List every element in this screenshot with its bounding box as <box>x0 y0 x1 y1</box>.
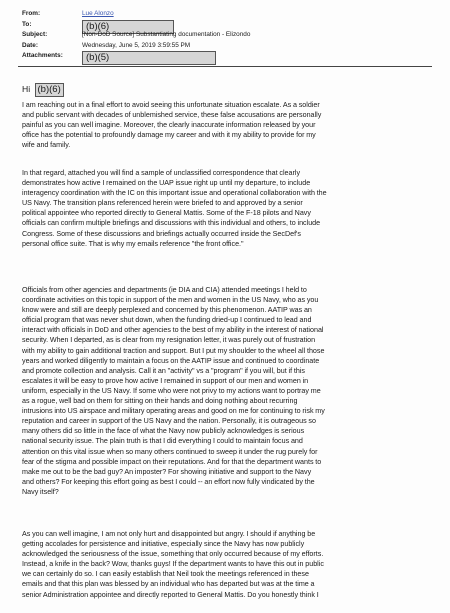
paragraph-line: many others did so little in the face of what the Navy now publicly acknowledges is serious <box>22 427 305 436</box>
paragraph-line: interagency coordination with the IC on this important issue and operational collaboration with the <box>22 189 327 198</box>
from-label: From: <box>22 10 41 17</box>
paragraph-line: intrusions into US airspace and military operating areas and good on me for continuing to risk my <box>22 407 325 416</box>
paragraph-line: getting accolades for persistence and initiative, especially since the Navy has now publicly <box>22 540 305 549</box>
from-value[interactable]: Lue Alonzo <box>82 10 114 17</box>
paragraph-line: and promote collection and analysis. Call it an "activity" vs a "program" if you will, but if this <box>22 366 305 375</box>
paragraph-line: wife and family. <box>22 141 71 150</box>
date-label: Date: <box>22 41 38 49</box>
paragraph-4 <box>22 529 432 600</box>
subject-value: [Non-DoD Source] Substantiating documentation - Elizondo <box>82 31 251 38</box>
paragraph-line: official program that was never shut down, when the funding dried-up I continued to lead and <box>22 316 312 325</box>
paragraph-line: Congress. Some of these discussions and briefings actually occurred inside the SecDef's <box>22 229 301 238</box>
paragraph-line: painful as you can well imagine. Moreover, the clearly inaccurate information released by your <box>22 121 316 130</box>
paragraph-line: uniform, especially in the US Navy. If some who were not privy to my actions want to portray me <box>22 386 321 395</box>
paragraph-line: know were and still are deeply perplexed and concerned by this phenomenon. AATIP was an <box>22 306 312 315</box>
greeting-text: Hi <box>22 84 31 94</box>
paragraph-line: office has the potential to profoundly damage my career and with it my ability to provide for my <box>22 131 316 140</box>
subject-label: Subject: <box>22 31 48 38</box>
paragraph-line: make me out to be the bad guy? An imposter? For showing initiative and support to the Navy <box>22 467 312 476</box>
paragraph-line: fear of the stigma and possible impact on their reputations. And for that the department wants to <box>22 457 322 466</box>
attachments-row <box>22 52 422 63</box>
paragraph-line: reputation and career in support of the US Navy and the nation. Personally, it is outrageous so <box>22 417 316 426</box>
paragraph-line: officials can confirm multiple briefings and discussions with this individual and others, to include <box>22 219 321 228</box>
email-header <box>22 10 422 63</box>
paragraph-line: US Navy. The transition plans referenced herein were briefed to and approved by a senior <box>22 199 303 208</box>
paragraph-line: personal office suite. That is why my emails reference "the front office." <box>22 239 244 248</box>
greeting-redaction-box: (b)(6) <box>35 83 64 97</box>
paragraph-line: senior Administration appointee and directly reported to General Mattis. Do you honestly think I <box>22 590 319 599</box>
paragraph-line: Navy itself? <box>22 487 59 496</box>
paragraph-line: In that regard, attached you will find a sample of unclassified correspondence that clearly <box>22 169 301 177</box>
paragraph-line: national security issue. The plain truth is that I did everything I could to maintain focus and <box>22 437 303 446</box>
paragraph-line: emails and that this plan was blessed by an individual who has departed but was at the time a <box>22 580 315 589</box>
paragraph-line: as a rogue, well bad on them for sitting on their hands and doing nothing about recurring <box>22 397 298 406</box>
paragraph-line: years and worked diligently to maintain a focus on the AATIP issue and continued to coordinate <box>22 356 320 365</box>
paragraph-line: Instead, a knife in the back? Wow, thanks guys! If the department wants to have this out in public <box>22 560 324 569</box>
paragraph-line: I am reaching out in a final effort to avoid seeing this unfortunate situation escalate. As a soldier <box>22 101 320 109</box>
attachments-redaction-box: (b)(5) <box>82 51 216 65</box>
paragraph-line: Officials from other agencies and departments (ie DIA and CIA) attended meetings I held to <box>22 286 307 294</box>
subject-row <box>22 31 422 42</box>
paragraph-line: and public servant with decades of unblemished service, these false accusations are personally <box>22 111 322 120</box>
attachments-label: Attachments: <box>22 52 63 59</box>
paragraph-line: political appointee who reported directly to General Mattis. Some of the F-18 pilots and Navy <box>22 209 311 218</box>
paragraph-line: we can certainly do so. I can easily establish that Neil took the meetings referenced in these <box>22 570 309 579</box>
paragraph-line: escalates it will be easy to prove how active I remained in support of our men and women in <box>22 376 309 385</box>
to-label: To: <box>22 20 32 28</box>
paragraph-line: coordinate activities on this topic in support of the men and women in the US Navy, who as you <box>22 296 319 305</box>
paragraph-line: demonstrates how active I remained on the UAP issue right up until my departure, to include <box>22 179 311 188</box>
to-row <box>22 21 422 32</box>
paragraph-line: security. When I departed, as is clear from my resignation letter, it was purely out of frustration <box>22 336 316 345</box>
paragraph-1 <box>22 100 432 150</box>
paragraph-line: and others? For keeping this effort going as best I could -- an effort now fully vindicated by the <box>22 477 315 486</box>
to-redaction-box: (b)(6) <box>82 20 174 34</box>
paragraph-line: with my ability to gain additional traction and support. But I put my shoulder to the wheel all those <box>22 346 325 355</box>
paragraph-line: As you can well imagine, I am not only hurt and disappointed but angry. I should if anything be <box>22 530 316 538</box>
paragraph-2 <box>22 168 432 249</box>
greeting <box>22 82 64 96</box>
paragraph-line: interact with officials in DoD and other agencies to the best of my ability in the interest of national <box>22 326 324 335</box>
paragraph-line: attention on this vital issue when so many others continued to sweep it under the rug purely for <box>22 447 318 456</box>
date-value: Wednesday, June 5, 2019 3:59:55 PM <box>82 41 191 49</box>
paragraph-line: acknowledged the seriousness of the issue, something that only occurred because of my efforts. <box>22 550 324 559</box>
paragraph-3 <box>22 285 432 497</box>
header-divider <box>18 66 432 67</box>
